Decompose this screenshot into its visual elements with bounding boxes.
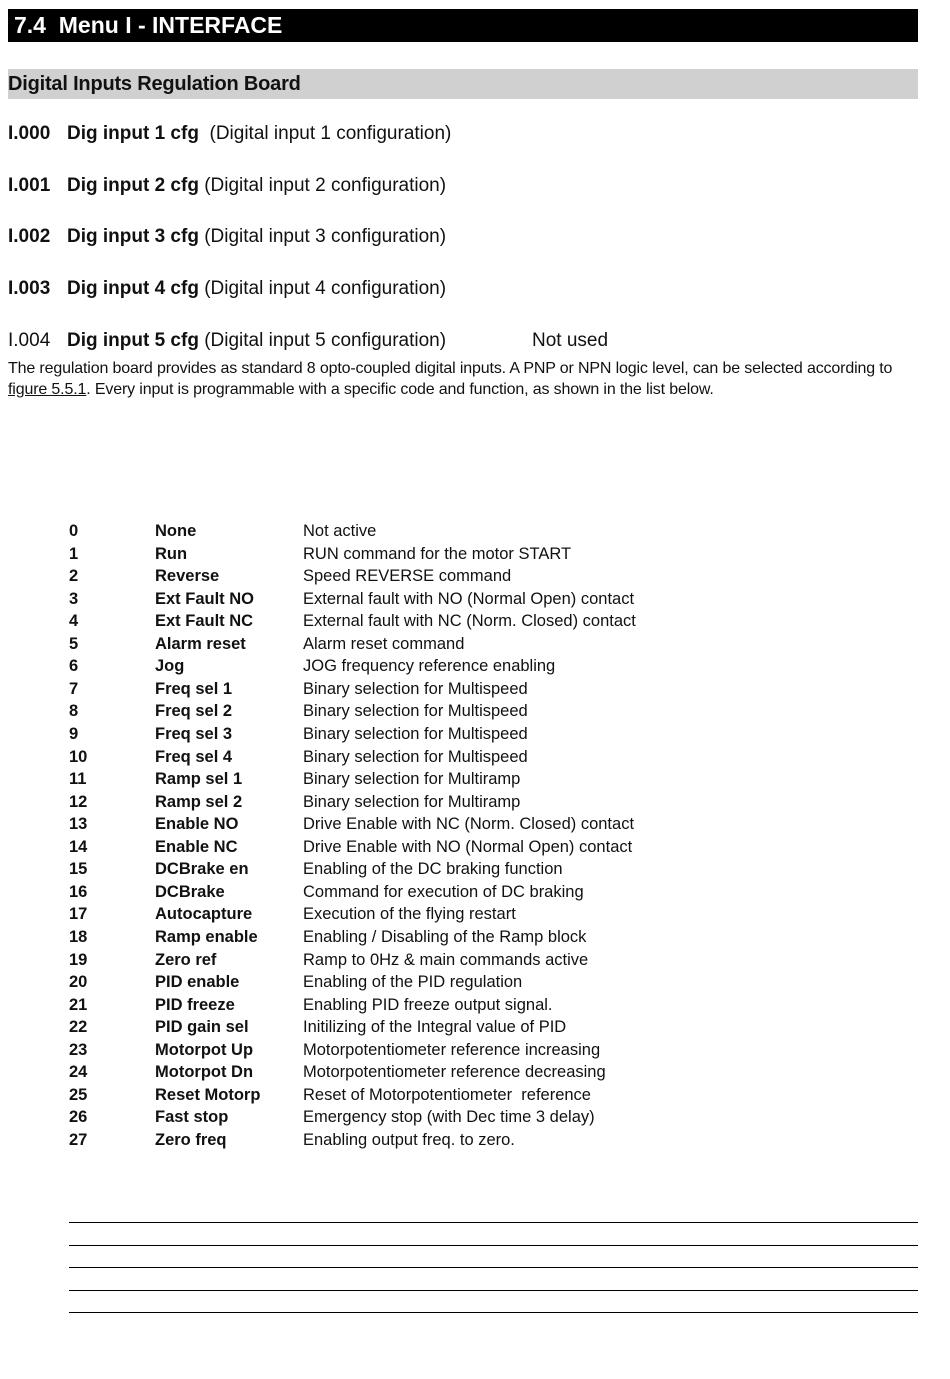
function-name: DCBrake	[155, 882, 225, 901]
function-description: External fault with NC (Norm. Closed) contact	[303, 612, 636, 631]
function-description: Drive Enable with NO (Normal Open) contact	[303, 837, 633, 856]
function-code: 26	[69, 1108, 88, 1127]
function-name: Reset Motorp	[155, 1085, 261, 1104]
function-description: RUN command for the motor START	[303, 544, 572, 563]
function-name: Enable NC	[155, 837, 238, 856]
function-description: Binary selection for Multispeed	[303, 679, 528, 698]
param-code: I.001	[8, 175, 51, 196]
function-code: 24	[69, 1063, 88, 1082]
function-code: 1	[69, 544, 79, 563]
function-description: Binary selection for Multispeed	[303, 747, 528, 766]
function-description: Command for execution of DC braking	[303, 882, 584, 901]
function-code: 23	[69, 1040, 88, 1059]
param-code: I.000	[8, 123, 51, 144]
function-description: JOG frequency reference enabling	[303, 657, 556, 676]
function-description: Initilizing of the Integral value of PID	[303, 1018, 567, 1037]
function-name: Freq sel 2	[155, 702, 233, 721]
param-name-text: Dig input 4 cfg	[67, 278, 199, 299]
blank-rule-line	[69, 1222, 918, 1223]
function-name: Motorpot Up	[155, 1040, 254, 1059]
function-code: 16	[69, 882, 88, 901]
function-name: Freq sel 1	[155, 679, 233, 698]
section-title: Menu I - INTERFACE	[58, 12, 283, 38]
function-code: 11	[69, 770, 87, 788]
function-name: Alarm reset	[155, 634, 246, 653]
function-name: Freq sel 3	[155, 725, 233, 743]
function-name: Run	[155, 544, 188, 563]
function-code: 18	[69, 927, 88, 946]
function-description: Binary selection for Multiramp	[303, 792, 521, 811]
function-description: Enabling of the PID regulation	[303, 973, 523, 991]
function-code: 27	[69, 1130, 88, 1149]
function-description: External fault with NO (Normal Open) contact	[303, 589, 635, 608]
function-name: Jog	[155, 657, 185, 676]
param-description: (Digital input 1 configuration)	[209, 123, 452, 144]
function-name: None	[155, 522, 197, 540]
param-description: (Digital input 4 configuration)	[204, 278, 447, 299]
function-name: Ext Fault NC	[155, 612, 254, 631]
function-name: PID enable	[155, 973, 240, 991]
subsection-title: Digital Inputs Regulation Board	[8, 69, 918, 99]
function-code: 25	[69, 1085, 88, 1104]
function-description: Motorpotentiometer reference increasing	[303, 1040, 601, 1059]
intro-text-start: The regulation board provides as standard 8 opto-coupled digital inputs. A PNP or NPN logic level, can be selected according to	[8, 360, 893, 377]
function-name: DCBrake en	[155, 860, 249, 879]
function-code: 6	[69, 657, 79, 676]
function-description: Motorpotentiometer reference decreasing	[303, 1063, 606, 1082]
function-code: 21	[69, 995, 88, 1014]
function-code: 12	[69, 792, 88, 811]
function-description: Binary selection for Multispeed	[303, 702, 528, 721]
function-description: Reset of Motorpotentiometer reference	[303, 1085, 591, 1104]
function-description: Binary selection for Multispeed	[303, 725, 528, 743]
function-description: Enabling / Disabling of the Ramp block	[303, 927, 587, 946]
param-description: (Digital input 5 configuration)	[204, 330, 447, 351]
param-name	[67, 122, 451, 146]
param-description: (Digital input 3 configuration)	[204, 226, 447, 247]
blank-rule-line	[69, 1245, 918, 1246]
param-description: (Digital input 2 configuration)	[204, 175, 447, 196]
param-default-value: Not used	[532, 330, 609, 351]
function-name: Ramp sel 2	[155, 792, 243, 811]
param-code: I.003	[8, 278, 51, 299]
function-code: 14	[69, 837, 88, 856]
intro-paragraph	[8, 358, 923, 400]
function-description: Enabling of the DC braking function	[303, 860, 563, 879]
param-code: I.004	[8, 330, 51, 351]
param-name-text: Dig input 5 cfg	[67, 330, 199, 351]
function-name: Freq sel 4	[155, 747, 233, 766]
function-name: Reverse	[155, 567, 220, 586]
blank-rule-line	[69, 1312, 918, 1313]
function-code: 15	[69, 860, 88, 879]
function-description: Execution of the flying restart	[303, 905, 516, 924]
function-name: Enable NO	[155, 815, 239, 834]
function-description: Not active	[303, 522, 377, 540]
function-code: 13	[69, 815, 88, 834]
param-name	[67, 329, 446, 353]
function-description: Enabling PID freeze output signal.	[303, 995, 553, 1014]
function-name: PID gain sel	[155, 1018, 249, 1037]
param-name-text: Dig input 3 cfg	[67, 226, 199, 247]
function-name: Ext Fault NO	[155, 589, 255, 608]
figure-link[interactable]: figure 5.5.1	[8, 381, 87, 398]
function-name: Motorpot Dn	[155, 1063, 254, 1082]
function-code: 2	[69, 567, 79, 586]
param-code: I.002	[8, 226, 51, 247]
function-code: 0	[69, 522, 79, 540]
function-code: 8	[69, 702, 79, 721]
function-code: 7	[69, 679, 79, 698]
function-name: PID freeze	[155, 995, 235, 1014]
function-name: Zero freq	[155, 1130, 227, 1149]
param-name	[67, 277, 446, 301]
function-description: Drive Enable with NC (Norm. Closed) contact	[303, 815, 635, 834]
function-name: Fast stop	[155, 1108, 229, 1127]
function-code: 5	[69, 634, 79, 653]
param-name	[67, 174, 446, 198]
intro-text-end: . Every input is programmable with a specific code and function, as shown in the list below.	[86, 381, 714, 398]
blank-rule-line	[69, 1267, 918, 1268]
function-name: Zero ref	[155, 950, 217, 969]
param-name-text: Dig input 2 cfg	[67, 175, 199, 196]
function-code: 9	[69, 725, 79, 743]
section-number: 7.4	[14, 12, 46, 38]
function-description: Binary selection for Multiramp	[303, 770, 521, 788]
function-code: 22	[69, 1018, 88, 1037]
function-code: 4	[69, 612, 79, 631]
function-name: Autocapture	[155, 905, 253, 924]
param-name	[67, 225, 446, 249]
function-name: Ramp enable	[155, 927, 258, 946]
function-description: Speed REVERSE command	[303, 567, 512, 586]
section-title-bar	[8, 9, 918, 42]
function-description: Alarm reset command	[303, 634, 465, 653]
function-name: Ramp sel 1	[155, 770, 243, 788]
blank-rule-line	[69, 1290, 918, 1291]
param-name-text: Dig input 1 cfg	[67, 123, 199, 144]
function-code: 3	[69, 589, 79, 608]
function-description: Enabling output freq. to zero.	[303, 1130, 515, 1149]
function-code: 17	[69, 905, 88, 924]
function-description: Emergency stop (with Dec time 3 delay)	[303, 1108, 595, 1127]
function-description: Ramp to 0Hz & main commands active	[303, 950, 589, 969]
function-code: 19	[69, 950, 88, 969]
function-code: 10	[69, 747, 88, 766]
function-code: 20	[69, 973, 88, 991]
